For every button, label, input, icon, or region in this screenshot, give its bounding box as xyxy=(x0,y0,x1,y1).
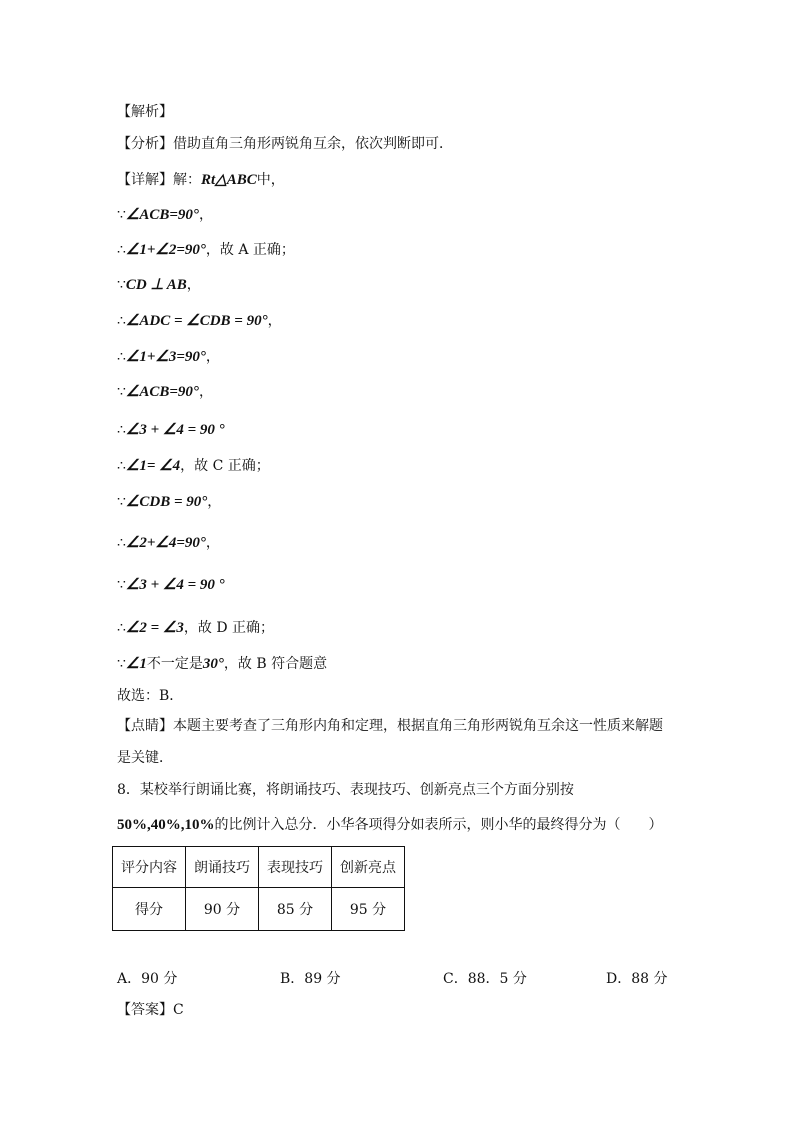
option-a: A．90 分 xyxy=(117,971,178,987)
step-math: ∠1+∠2=90° xyxy=(125,242,206,258)
dianjing-line xyxy=(117,716,663,736)
step-line xyxy=(117,492,221,512)
step-text: ，故 D 正确； xyxy=(183,620,274,636)
table-cell: 95 分 xyxy=(332,888,405,931)
step-line xyxy=(117,240,295,260)
option-d: D．88 分 xyxy=(606,971,668,987)
step-line xyxy=(117,420,225,440)
dianjing-tag: 【点睛】 xyxy=(117,718,173,734)
step-tail: ，故 B 符合题意 xyxy=(223,656,328,672)
step-math: ∠ADC = ∠CDB = 90° xyxy=(125,313,268,329)
step-math: ∠3 + ∠4 = 90 ° xyxy=(125,422,225,438)
table-header-row xyxy=(113,847,405,888)
step-text: ， xyxy=(205,349,220,365)
xiangjie-tail: 中， xyxy=(256,172,285,188)
step-math: ∠1= ∠4 xyxy=(125,458,181,474)
step-symbol: ∵ xyxy=(117,384,126,400)
step-line xyxy=(117,533,220,553)
step-text: ， xyxy=(198,207,213,223)
step-math: ∠1 xyxy=(125,656,147,672)
question-8-percentages: 50%,40%,10% xyxy=(117,817,215,833)
step-line xyxy=(117,275,201,295)
step-line xyxy=(117,456,270,476)
step-math: ∠1+∠3=90° xyxy=(125,349,206,365)
fenxi-tag: 【分析】 xyxy=(117,136,173,152)
step-math: ∠ACB=90° xyxy=(125,384,199,400)
answer-value: C xyxy=(173,1002,184,1018)
step-line xyxy=(117,654,327,674)
step-text: ，故 C 正确； xyxy=(180,458,270,474)
xiangjie-line xyxy=(117,170,285,190)
fenxi-line xyxy=(117,134,453,154)
step-line xyxy=(117,347,220,367)
step-symbol: ∴ xyxy=(117,313,126,329)
step-symbol: ∴ xyxy=(117,349,126,365)
table-row xyxy=(113,888,405,931)
step-math: ∠2 = ∠3 xyxy=(125,620,184,636)
fenxi-text: 借助直角三角形两锐角互余，依次判断即可． xyxy=(173,136,453,152)
table-cell: 85 分 xyxy=(259,888,332,931)
dianjing-line-2: 是关键． xyxy=(117,750,173,766)
step-line xyxy=(117,618,274,638)
answer-tag: 【答案】 xyxy=(117,1002,173,1018)
option-b: B．89 分 xyxy=(280,971,341,987)
step-math: ∠ACB=90° xyxy=(125,207,199,223)
xiangjie-tag: 【详解】 xyxy=(117,172,173,188)
step-text: 不一定是 xyxy=(146,656,203,672)
xiangjie-text: 解： xyxy=(173,172,201,188)
question-8-line-1: 8．某校举行朗诵比赛，将朗诵技巧、表现技巧、创新亮点三个方面分别按 xyxy=(117,782,574,798)
step-text: ， xyxy=(186,277,201,293)
option-c: C．88．5 分 xyxy=(443,971,527,987)
step-math: ∠CDB = 90° xyxy=(125,494,208,510)
table-header-cell: 朗诵技巧 xyxy=(186,847,259,888)
dianjing-text: 本题主要考查了三角形内角和定理，根据直角三角形两锐角互余这一性质来解题 xyxy=(173,718,663,734)
step-line xyxy=(117,382,213,402)
question-8-text: 的比例计入总分．小华各项得分如表所示，则小华的最终得分为（ ） xyxy=(214,817,663,833)
step-symbol: ∵ xyxy=(117,277,126,293)
step-line xyxy=(117,311,282,331)
xiangjie-math: Rt△ABC xyxy=(201,172,257,188)
step-line xyxy=(117,205,213,225)
step-text: ， xyxy=(198,384,213,400)
step-symbol: ∴ xyxy=(117,422,126,438)
question-8-line-2 xyxy=(117,815,663,835)
analysis-header: 【解析】 xyxy=(117,104,173,120)
step-math: ∠3 + ∠4 = 90 ° xyxy=(125,577,225,593)
table-header-cell: 表现技巧 xyxy=(259,847,332,888)
table-header-cell: 评分内容 xyxy=(113,847,186,888)
step-math: ∠2+∠4=90° xyxy=(125,535,206,551)
step-symbol: ∵ xyxy=(117,656,126,672)
step-symbol: ∵ xyxy=(117,207,126,223)
step-text: ， xyxy=(205,535,220,551)
step-symbol: ∴ xyxy=(117,535,126,551)
step-text: ，故 A 正确； xyxy=(205,242,295,258)
step-symbol: ∴ xyxy=(117,458,126,474)
step-symbol: ∵ xyxy=(117,577,126,593)
step-symbol: ∴ xyxy=(117,620,126,636)
step-math-30: 30° xyxy=(202,656,224,672)
choice-line: 故选：B． xyxy=(117,688,184,704)
table-header-cell: 创新亮点 xyxy=(332,847,405,888)
table-cell: 得分 xyxy=(113,888,186,931)
score-table xyxy=(112,846,405,931)
step-symbol: ∴ xyxy=(117,242,126,258)
step-line xyxy=(117,575,225,595)
table-cell: 90 分 xyxy=(186,888,259,931)
step-text: ， xyxy=(267,313,282,329)
step-math: CD ⊥ AB xyxy=(125,277,187,293)
answer-line xyxy=(117,1000,184,1020)
step-text: ， xyxy=(207,494,222,510)
step-symbol: ∵ xyxy=(117,494,126,510)
